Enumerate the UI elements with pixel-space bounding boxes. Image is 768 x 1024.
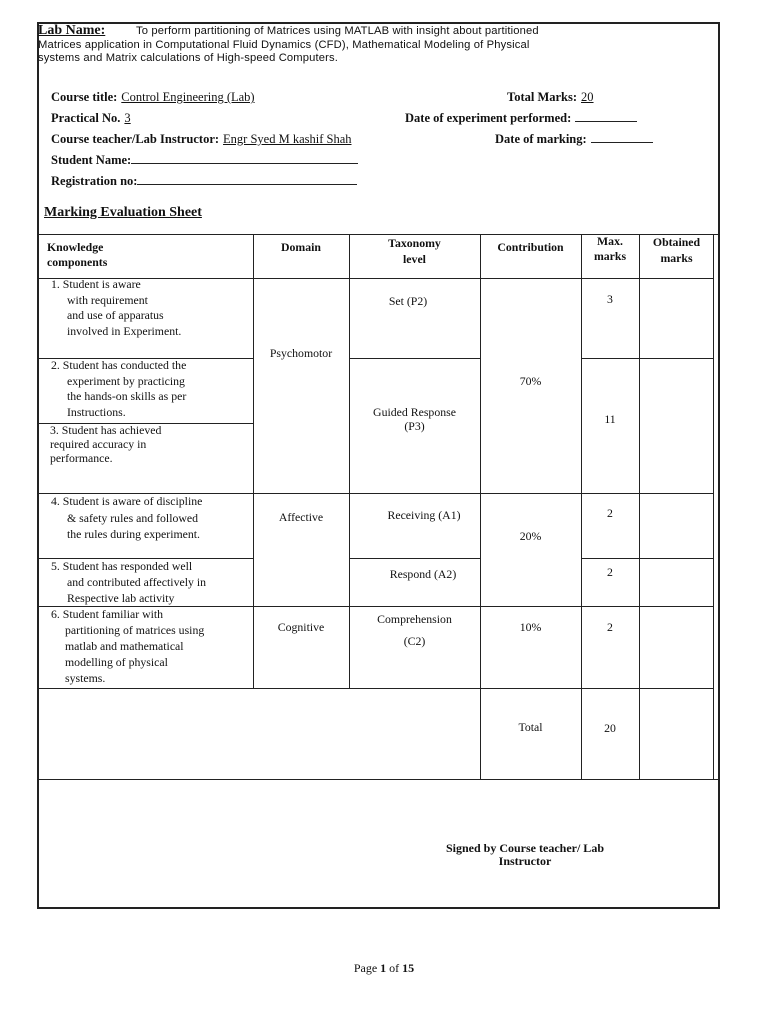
max-marks-a1: 2 [607,506,613,520]
domain-psychomotor: Psychomotor [269,346,333,360]
lab-desc-line-2: Matrices application in Computational Fluid Dynamics (CFD), Mathematical Modeling of Physical [38,38,530,51]
domain-affective: Affective [278,510,324,524]
domain-cognitive: Cognitive [277,620,325,634]
component-3: 3. Student has achieved required accuracy in performance. [50,423,162,465]
registration-label: Registration no: [51,174,138,188]
course-title-field [51,88,255,106]
max-marks-c2: 2 [607,620,613,634]
teacher-label: Course teacher/Lab Instructor: [51,132,220,146]
taxonomy-c2: Comprehension (C2) [377,612,452,648]
obtained-cell-c2[interactable] [640,607,713,688]
date-performed-field [405,109,637,127]
lab-desc-line-3: systems and Matrix calculations of High-speed Computers. [38,52,339,64]
header-contribution: Contribution [497,240,564,254]
contribution-affective: 20% [519,529,542,543]
total-marks-value: 20 [581,90,594,104]
obtained-cell-p3[interactable] [640,359,713,493]
obtained-cell-total[interactable] [640,689,713,779]
total-marks-label: Total Marks: [507,90,578,104]
practical-field [51,109,131,127]
date-marking-blank[interactable] [591,130,653,143]
teacher-value: Engr Syed M kashif Shah [223,132,352,146]
date-marking-field [495,130,653,148]
student-name-label: Student Name: [51,153,132,167]
contribution-psychomotor: 70% [519,374,542,388]
header-obtained-marks: Obtained marks [652,235,701,265]
taxonomy-a2: Respond (A2) [389,567,457,581]
student-name-blank[interactable] [131,151,358,164]
registration-field [51,172,357,190]
component-4: 4. Student is aware of discipline & safety rules and followed the rules during experiment. [51,494,203,541]
registration-blank[interactable] [137,172,357,185]
date-marking-label: Date of marking: [495,132,587,146]
header-knowledge: Knowledge components [47,240,108,269]
teacher-field [51,130,352,148]
obtained-cell-a1[interactable] [640,494,713,558]
course-title-label: Course title: [51,90,118,104]
contribution-cognitive: 10% [519,620,542,634]
lab-description [38,25,698,66]
taxonomy-a1: Receiving (A1) [387,508,461,522]
taxonomy-p2: Set (P2) [388,294,428,308]
sheet-title: Marking Evaluation Sheet [44,205,202,220]
student-name-field [51,151,358,169]
date-performed-label: Date of experiment performed: [405,111,572,125]
component-6: 6. Student familiar with partitioning of matrices using matlab and mathematical modelling of physical systems. [51,607,205,685]
practical-label: Practical No. [51,111,121,125]
course-title-value: Control Engineering (Lab) [121,90,255,104]
obtained-cell-a2[interactable] [640,559,713,606]
max-marks-p2: 3 [607,292,613,306]
total-label: Total [518,720,543,734]
date-performed-blank[interactable] [575,109,637,122]
page-number: Page 1 of 15 [353,961,415,975]
taxonomy-p3: Guided Response (P3) [373,405,456,433]
component-5: 5. Student has responded well and contributed affectively in Respective lab activity [51,559,206,605]
lab-name-label: Lab Name: [38,23,106,38]
header-max-marks: Max. marks [593,234,627,263]
component-1: 1. Student is aware with requirement and use of apparatus involved in Experiment. [51,277,182,338]
lab-desc-line-1: To perform partitioning of Matrices using MATLAB with insight about partitioned [136,25,539,37]
obtained-cell-p2[interactable] [640,279,713,358]
practical-value: 3 [124,111,131,125]
component-2: 2. Student has conducted the experiment by practicing the hands-on skills as per Instructions. [51,358,187,419]
max-marks-a2: 2 [607,565,613,579]
signature-caption: Signed by Course teacher/ Lab Instructor [445,841,604,868]
total-marks-field [507,88,594,106]
header-taxonomy: Taxonomy level [388,236,441,266]
header-domain: Domain [281,240,321,254]
max-marks-p3: 11 [604,412,616,426]
total-value: 20 [604,721,616,735]
